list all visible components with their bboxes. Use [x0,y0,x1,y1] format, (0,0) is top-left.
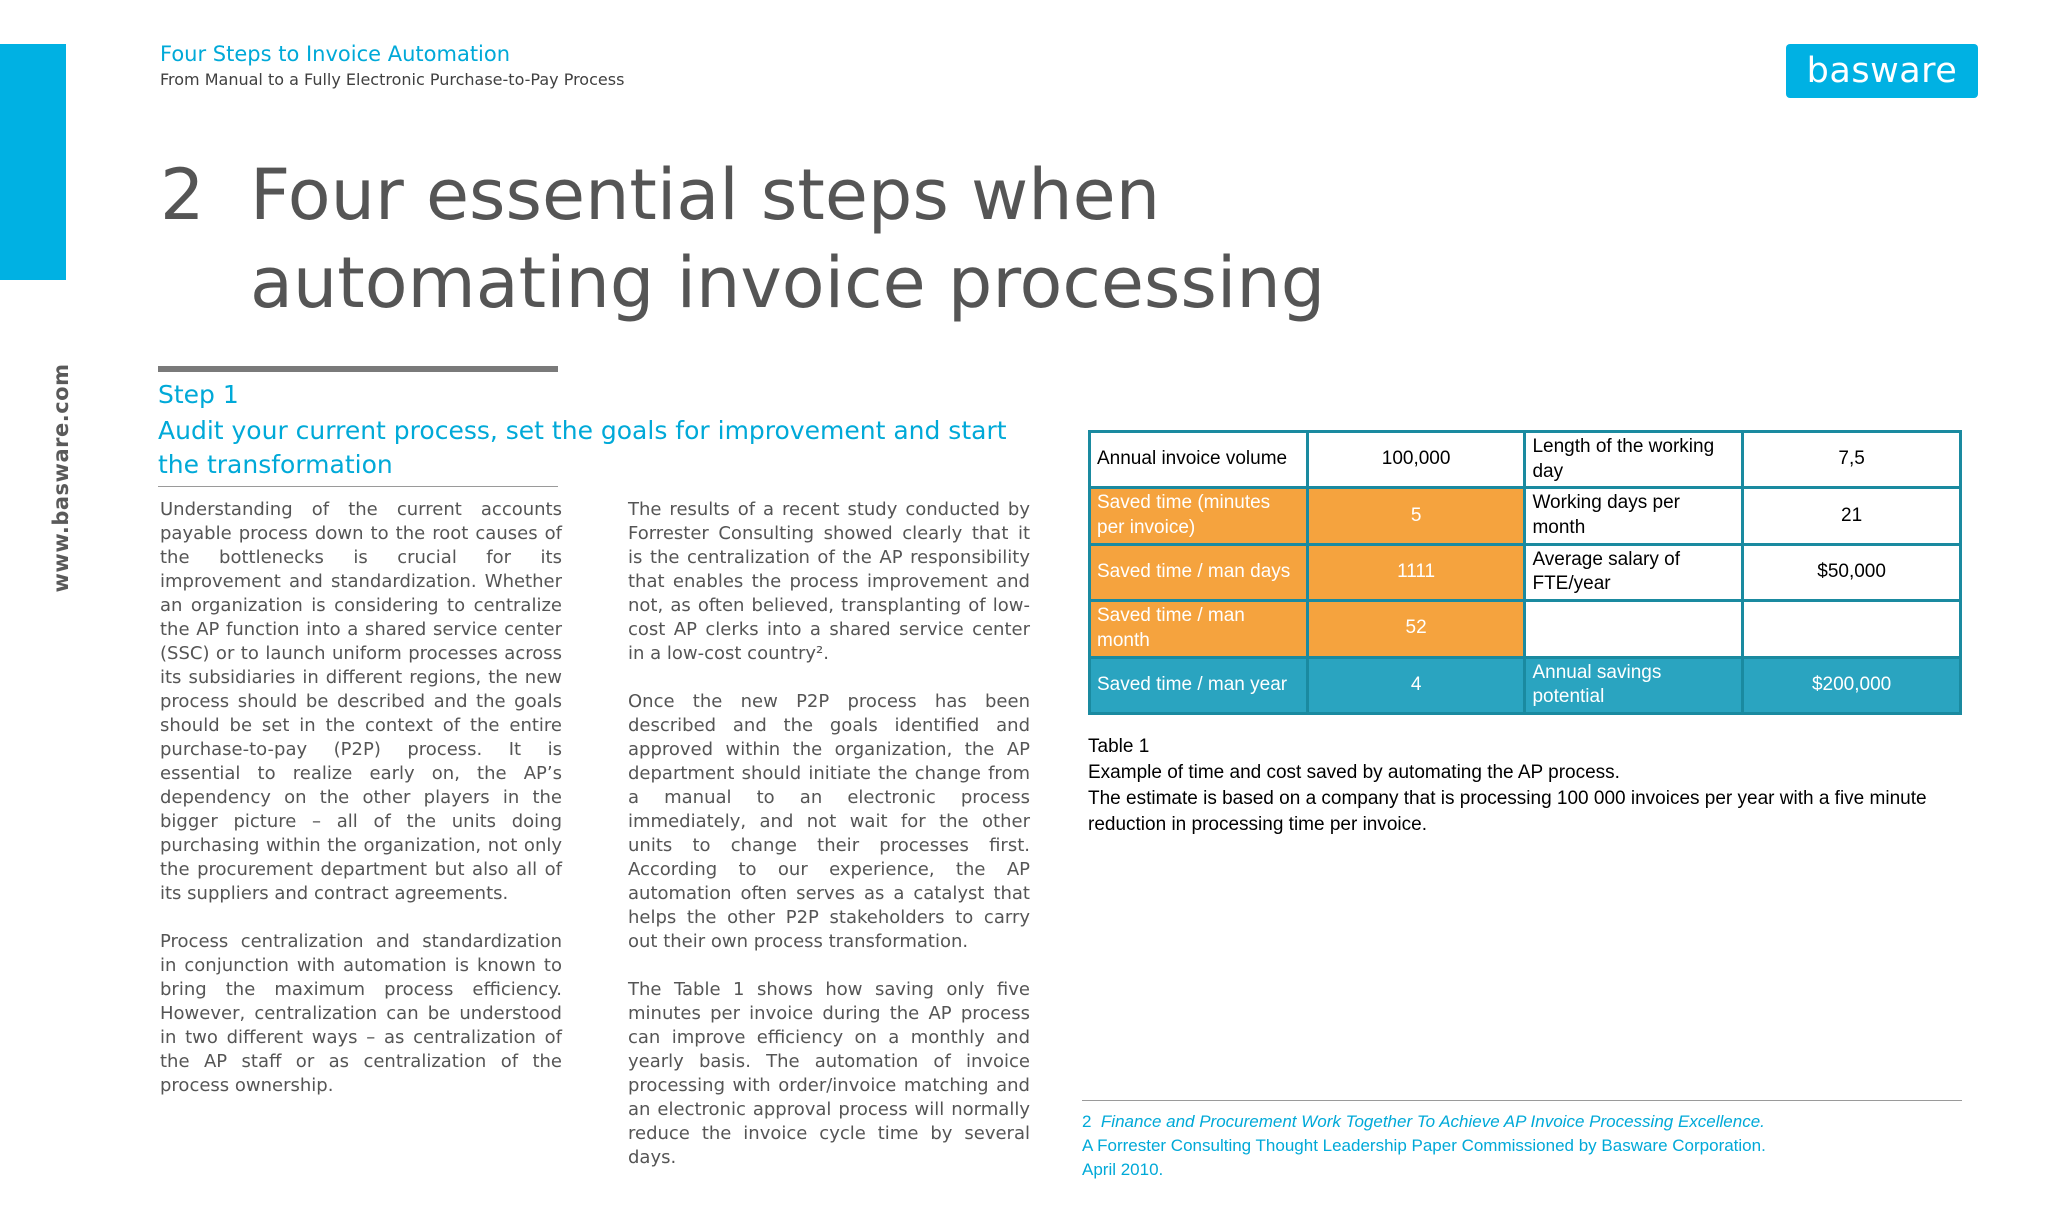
caption-line: The estimate is based on a company that is processing 100 000 invoices per year with a five minute reduction in processing time per invoice. [1088,788,1927,835]
side-url-text: www.basware.com [49,363,73,592]
doc-subtitle: From Manual to a Fully Electronic Purchase-to-Pay Process [160,70,625,89]
footnote-number: 2 [1082,1112,1092,1131]
table-cell: 1111 [1307,544,1525,600]
savings-table [1088,430,1962,715]
table-row [1090,657,1961,713]
step-underline [158,486,558,487]
paragraph: The results of a recent study conducted by Forrester Consulting showed clearly that it is the centralization of the AP responsibility that enables the process improvement and not, as often believed, transplanting of low-cost AP clerks into a shared service center in a low-cost country². [628,499,1030,664]
table-caption [1088,734,1988,838]
table-cell: 21 [1743,488,1961,544]
table-cell: 7,5 [1743,432,1961,488]
table-cell: $50,000 [1743,544,1961,600]
table-cell: 100,000 [1307,432,1525,488]
chapter-title: Four essential steps when automating invoice processing [250,154,1326,324]
paragraph: The Table 1 shows how saving only five minutes per invoice during the AP process can improve efficiency on a monthly and yearly basis. The automation of invoice processing with order/invoice matching and an electronic approval process will normally reduce the invoice cycle time by several days. [628,979,1030,1168]
table-cell [1743,601,1961,657]
table-cell: Working days per month [1525,488,1743,544]
paragraph: Understanding of the current accounts payable process down to the root causes of the bottlenecks is crucial for its improvement and standardization. Whether an organization is considering to centralize the AP function into a shared service center (SSC) or to launch uniform processes across its subsidiaries in different regions, the new process should be described and the goals should be set in the context of the entire purchase-to-pay (P2P) process. It is essential to realize early on, the AP’s dependency on the other players in the bigger picture – all of the units doing purchasing within the organization, not only the procurement department but also all of its suppliers and contract agreements. [160,499,562,904]
step-label: Step 1 [158,380,239,409]
table-cell: Length of the working day [1525,432,1743,488]
table-cell: Saved time / man year [1090,657,1308,713]
footnote [1082,1110,1962,1182]
table-cell: Annual invoice volume [1090,432,1308,488]
table-row [1090,488,1961,544]
table-cell: 5 [1307,488,1525,544]
table-cell: 4 [1307,657,1525,713]
table-cell: Saved time (minutes per invoice) [1090,488,1308,544]
footnote-line-3: April 2010. [1082,1160,1164,1179]
footnote-line-1 [1082,1110,1962,1134]
paragraph: Process centralization and standardization in conjunction with automation is known to bring the maximum process efficiency. However, centralization can be understood in two different ways – as centralization of the AP staff or as centralization of the process ownership. [160,931,562,1096]
side-url [46,363,76,592]
side-accent-bar [0,44,66,280]
basware-logo [1786,44,1978,98]
table-row [1090,601,1961,657]
table-row [1090,432,1961,488]
step-rule [158,366,558,372]
doc-title: Four Steps to Invoice Automation [160,42,511,66]
table-cell: Saved time / man month [1090,601,1308,657]
footnote-rule [1082,1100,1962,1101]
table-row [1090,544,1961,600]
footnote-line-2: A Forrester Consulting Thought Leadership Paper Commissioned by Basware Corporation. [1082,1136,1766,1155]
body-column-2 [628,498,1030,1194]
body-column-1 [160,498,562,1122]
caption-line: Example of time and cost saved by automating the AP process. [1088,762,1620,783]
chapter-number: 2 [160,154,205,236]
table-cell [1525,601,1743,657]
footnote-title: Finance and Procurement Work Together To Achieve AP Invoice Processing Excellence. [1100,1112,1765,1131]
table-cell: Saved time / man days [1090,544,1308,600]
logo-text: basware [1806,51,1958,91]
step-heading: Audit your current process, set the goals for improvement and start the transformation [158,416,1007,479]
table-cell: Average salary of FTE/year [1525,544,1743,600]
caption-title: Table 1 [1088,736,1150,757]
table-cell: Annual savings potential [1525,657,1743,713]
table-cell: $200,000 [1743,657,1961,713]
table-cell: 52 [1307,601,1525,657]
paragraph: Once the new P2P process has been described and the goals identified and approved within the organization, the AP department should initiate the change from a manual to an electronic process immediately, and not wait for the other units to change their processes first. According to our experience, the AP automation often serves as a catalyst that helps the other P2P stakeholders to carry out their own process transformation. [628,691,1030,952]
